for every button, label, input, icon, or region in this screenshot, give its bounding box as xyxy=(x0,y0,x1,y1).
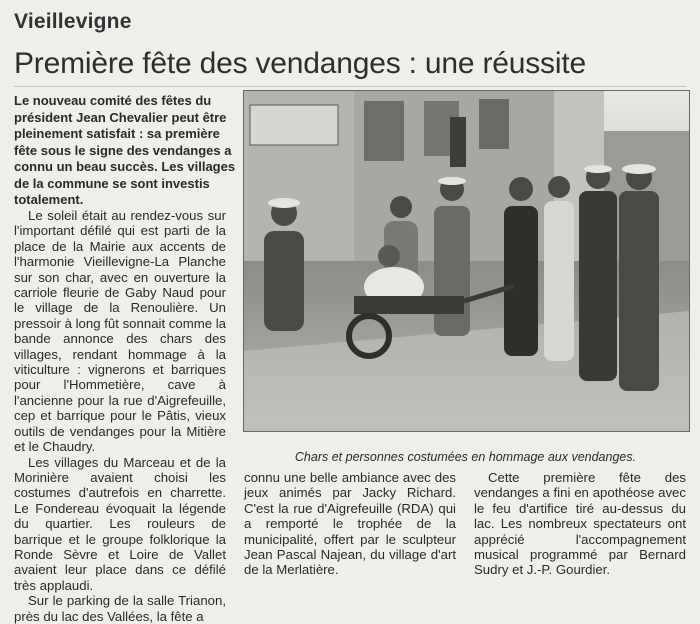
news-photo xyxy=(243,90,690,432)
article-column-1 xyxy=(14,208,226,624)
headline: Première fête des vendanges : une réussite xyxy=(14,47,586,80)
headline-rule xyxy=(14,86,686,87)
section-title: Vieillevigne xyxy=(14,10,132,33)
paragraph: Cette première fête des vendanges a fini en apothéose avec le feu d'artifice tiré au-dessus du lac. Les nombreux spectateurs ont apprécié l'accompagnement musical programmé par Bernard Sudry et J.-P. Gourdier. xyxy=(474,470,686,578)
paragraph: connu une belle ambiance avec des jeux animés par Jacky Richard. C'est la rue d'Aigrefeuille (RDA) qui a remporté le trophée de la municipalité, offert par le sculpteur Jean Pascal Najean, du village d'art de la Merlatière. xyxy=(244,470,456,578)
paragraph: Les villages du Marceau et de la Morinière avaient choisi les costumes d'autrefois en charrette. Le Fondereau évoquait la légende du quartier. Les rouleurs de barrique et le groupe folklorique la Ronde Sèvre et Loire de Vallet avaient leur place dans ce défilé très applaudi. xyxy=(14,454,226,593)
article-column-2 xyxy=(244,470,456,578)
article-column-3 xyxy=(474,470,686,578)
photo-caption: Chars et personnes costumées en hommage aux vendanges. xyxy=(294,450,637,464)
lead-paragraph: Le nouveau comité des fêtes du président Jean Chevalier peut être pleinement satisfait : sa première fête sous le signe des vendanges a connu un beau succès. Les villages de la commune se sont investis totalement. xyxy=(14,93,236,207)
paragraph: Sur le parking de la salle Trianon, près du lac des Vallées, la fête a xyxy=(14,593,226,624)
paragraph: Le soleil était au rendez-vous sur l'important défilé qui est parti de la place de la Mairie aux accents de l'harmonie Vieillevigne-La Planche sur son char, avec en ouverture la carriole fleurie de Gaby Naud pour le village de la Renoulière. Un pressoir à long fût sonnait comme la bande annonce des chars des villages, rendant hommage à la viticulture : vignerons et barriques pour l'Hommetière, cave à l'ancienne pour la rue d'Aigrefeuille, cep et barrique pour le Pâtis, vieux outils de vendanges pour la Mitière et le Chaudry. xyxy=(14,208,226,455)
photo-illustration xyxy=(244,91,689,431)
